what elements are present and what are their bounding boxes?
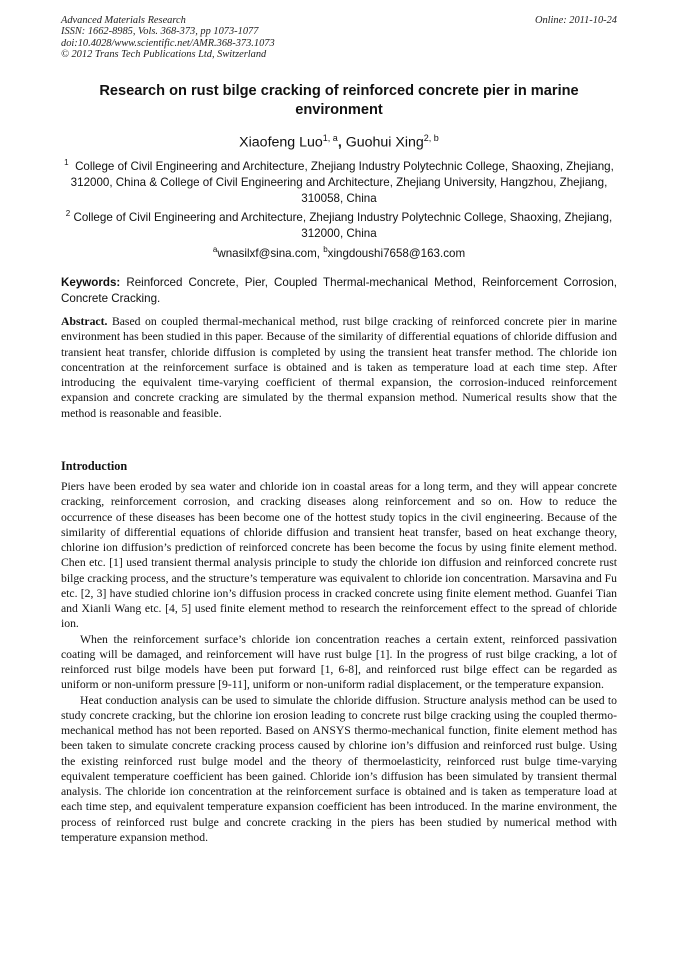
paper-title: Research on rust bilge cracking of reinforced concrete pier in marine environment: [99, 83, 579, 118]
affiliation-text: College of Civil Engineering and Architecture, Zhejiang Industry Polytechnic College, Shaoxing, Zhejiang, 312000, China & College of Civil Engineering and Architecture, Zhejiang University, Hangzhou, Zhejiang, 310058, China: [70, 159, 614, 205]
author-name: Xiaofeng Luo: [239, 134, 323, 151]
affiliation-text: College of Civil Engineering and Architecture, Zhejiang Industry Polytechnic College, Shaoxing, Zhejiang, 312000, China: [73, 210, 613, 240]
paragraph: Piers have been eroded by sea water and chloride ion in coastal areas for a long term, and they will appear concrete cracking, reinforcement corrosion, and cracking diseases along reinforcement and so on. How to reduce the occurrence of these diseases has been become one of the hottest study topics in the civil engineering. Because of the similarity of differential equations of chloride diffusion and transient heat transfer, based on heat exchange theory, chlorine ion diffusion’s prediction of reinforced concrete has been become the focus by using finite element method. Chen etc. [1] used transient thermal analysis principle to study the chloride ion diffusion and reinforced concrete rust bilge cracking process, and the structure’s temperature was equivalent to chloride ion concentration. Marsavina and Fu etc. [2, 3] have studied chlorine ion’s diffusion process in cracked concrete using finite element method. Guanfei Tian and Xianli Wang etc. [4, 5] used finite element method to research the reinforcement effect to the spread of chloride ion.: [61, 480, 617, 631]
abstract-label: Abstract.: [61, 315, 108, 328]
paragraph: When the reinforcement surface’s chloride ion concentration reaches a certain extent, reinforced passivation coating will be damaged, and reinforcement will have rust bulge [1]. In the progress of rust bilge cracking, a lot of reinforced rust bilge models have been put forward [1, 6-8], and reinforced rust bilge effect can be regarded as uniform or non-uniform pressure [9-11], uniform or non-uniform radial displacement, or the temperature expansion.: [61, 632, 617, 692]
email-marker: b: [323, 245, 328, 254]
online-date: Online: 2011-10-24: [534, 15, 617, 26]
author-name: Guohui Xing: [345, 134, 424, 151]
affiliation-2: [61, 206, 617, 242]
journal-issn: ISSN: 1662-8985, Vols. 368-373, pp 1073-1077: [61, 26, 259, 38]
introduction-body: [61, 479, 617, 845]
section-heading-introduction: Introduction: [61, 459, 128, 473]
keywords: [61, 275, 617, 306]
abstract-text: Based on coupled thermal-mechanical method, rust bilge cracking of reinforced concrete pier in marine environment has been studied in this paper. Because of the similarity of differential equations of chloride diffusion and transient heat transfer, chloride diffusion is completed by using the transient heat transfer method. The chloride ion concentration at the reinforcement surface is obtained and is taken as temperature load at each time step. After introducing the equivalent time-varying coefficient of thermal expansion, the corrosion-induced reinforcement expansion and concrete cracking are simulated by the thermal expansion method. Numerical results show that the method is reasonable and feasible.: [61, 315, 617, 420]
author-separator: ,: [337, 134, 346, 151]
author-list: [61, 129, 617, 152]
email-link[interactable]: wnasilxf@sina.com,: [217, 246, 324, 260]
journal-header: [61, 15, 617, 60]
keywords-text: Reinforced Concrete, Pier, Coupled Thermal-mechanical Method, Reinforcement Corrosion, Concrete Cracking.: [61, 276, 617, 305]
affiliation-1: [61, 155, 617, 207]
author-emails: [61, 242, 617, 262]
email-link[interactable]: xingdoushi7658@163.com: [327, 246, 466, 260]
journal-name: Advanced Materials Research: [61, 15, 186, 26]
affiliation-marker: 1: [64, 158, 69, 167]
author-superscript: 2, b: [423, 133, 439, 143]
abstract: [61, 314, 617, 421]
email-marker: a: [212, 245, 218, 254]
paragraph: Heat conduction analysis can be used to simulate the chloride diffusion. Structure analysis method can be used to study concrete cracking, but the chlorine ion erosion leading to concrete rust bilge cracking using the coupled thermo-mechanical method has not been reported. Based on ANSYS thermo-mechanical function, finite element method has been taken to simulate concrete cracking process caused by chlorine ion’s diffusion and reinforced rust bulge. Using the existing reinforced rust bulge model and the theory of thermoelasticity, reinforced rust bulge time-varying equivalent temperature coefficient has been gained. Chloride ion’s diffusion has been simulated by transient thermal analysis. The chloride ion concentration at the reinforcement surface is obtained and is taken as temperature load at each time step, and equivalent temperature expansion coefficient has been introduced. In the marine environment, the process of reinforced rust bulge and concrete cracking in the piers has been studied by numerical method with temperature expansion method.: [61, 693, 617, 844]
affiliation-marker: 2: [65, 209, 71, 218]
journal-copyright: © 2012 Trans Tech Publications Ltd, Switzerland: [61, 48, 267, 60]
keywords-label: Keywords:: [61, 276, 121, 289]
journal-doi: doi:10.4028/www.scientific.net/AMR.368-373.1073: [61, 37, 275, 49]
author-superscript: 1, a: [322, 133, 338, 143]
